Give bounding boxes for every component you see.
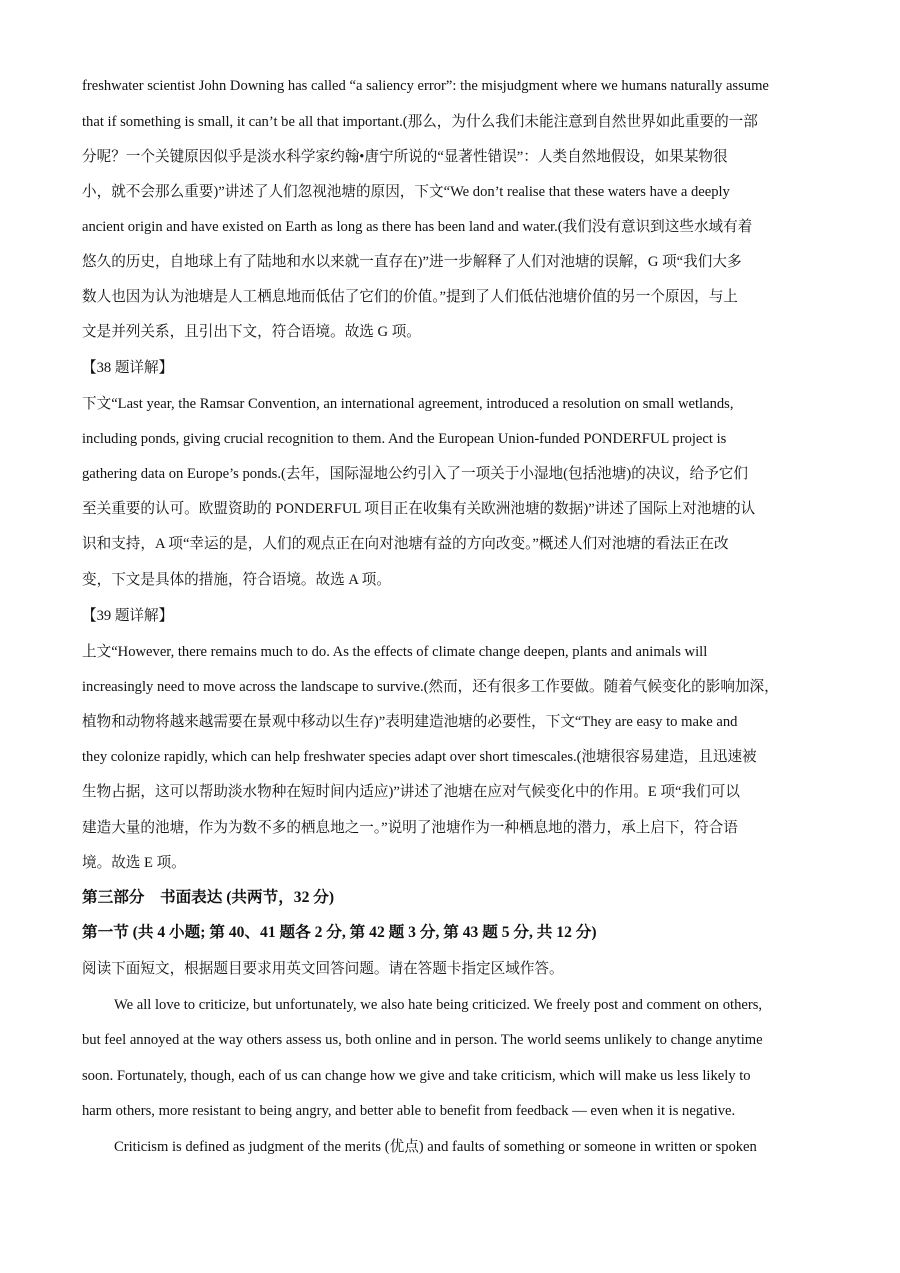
question-39-heading: 【39 题详解】 [82,608,174,624]
text-line: 变，下文是具体的措施，符合语境。故选 A 项。 [82,572,391,588]
section-one-heading: 第一节 (共 4 小题; 第 40、41 题各 2 分, 第 42 题 3 分, 第 43 题 5 分, 共 12 分) [82,924,597,941]
passage-line: soon. Fortunately, though, each of us can change how we give and take criticism, which will make us less likely to [82,1068,751,1084]
text-line: 植物和动物将越来越需要在景观中移动以生存)”表明建造池塘的必要性，下文“They are easy to make and [82,714,738,730]
text-line: 识和支持，A 项“幸运的是，人们的观点正在向对池塘有益的方向改变。”概述人们对池塘的看法正在改 [82,536,729,552]
text-line: ancient origin and have existed on Earth as long as there has been land and water.(我们没有意识到这些水域有着 [82,219,753,235]
part-three-heading: 第三部分 书面表达 (共两节，32 分) [82,889,335,906]
text-line: gathering data on Europe’s ponds.(去年，国际湿地公约引入了一项关于小湿地(包括池塘)的决议，给予它们 [82,466,748,482]
text-line: 下文“Last year, the Ramsar Convention, an international agreement, introduced a resolution on small wetlands, [82,396,734,412]
text-line: 分呢？一个关键原因似乎是淡水科学家约翰•唐宁所说的“显著性错误”：人类自然地假设，如果某物很 [82,149,728,165]
passage-line: but feel annoyed at the way others assess us, both online and in person. The world seems unlikely to change anytime [82,1032,763,1048]
passage-line: Criticism is defined as judgment of the merits (优点) and faults of something or someone in written or spoken [114,1139,757,1155]
text-line: 上文“However, there remains much to do. As the effects of climate change deepen, plants and animals will [82,644,708,660]
text-line: 建造大量的池塘，作为为数不多的栖息地之一。”说明了池塘作为一种栖息地的潜力，承上启下，符合语 [82,820,738,836]
passage-line: We all love to criticize, but unfortunately, we also hate being criticized. We freely post and comment on others, [114,997,763,1013]
text-line: 至关重要的认可。欧盟资助的 PONDERFUL 项目正在收集有关欧洲池塘的数据)”讲述了国际上对池塘的认 [82,501,756,517]
question-38-heading: 【38 题详解】 [82,360,174,376]
passage-line: harm others, more resistant to being angry, and better able to benefit from feedback — even when it is negative. [82,1103,736,1119]
text-line: including ponds, giving crucial recognition to them. And the European Union-funded PONDERFUL project is [82,431,727,447]
text-line: 悠久的历史，自地球上有了陆地和水以来就一直存在)”进一步解释了人们对池塘的误解，G 项“我们大多 [82,254,742,270]
text-line: 文是并列关系，且引出下文，符合语境。故选 G 项。 [82,324,421,340]
text-line: freshwater scientist John Downing has called “a saliency error”: the misjudgment where we humans naturally assume [82,78,769,94]
instructions: 阅读下面短文，根据题目要求用英文回答问题。请在答题卡指定区域作答。 [82,961,564,977]
text-line: 数人也因为认为池塘是人工栖息地而低估了它们的价值。”提到了人们低估池塘价值的另一个原因，与上 [82,289,738,305]
text-line: 境。故选 E 项。 [82,855,186,871]
text-line: 生物占据，这可以帮助淡水物种在短时间内适应)”讲述了池塘在应对气候变化中的作用。E 项“我们可以 [82,784,740,800]
text-line: they colonize rapidly, which can help freshwater species adapt over short timescales.(池塘很容易建造，且迅速被 [82,749,757,765]
text-line: 小，就不会那么重要)”讲述了人们忽视池塘的原因，下文“We don’t realise that these waters have a deeply [82,184,730,200]
text-line: increasingly need to move across the landscape to survive.(然而，还有很多工作要做。随着气候变化的影响加深， [82,679,779,695]
text-line: that if something is small, it can’t be all that important.(那么，为什么我们未能注意到自然世界如此重要的一部 [82,114,758,130]
